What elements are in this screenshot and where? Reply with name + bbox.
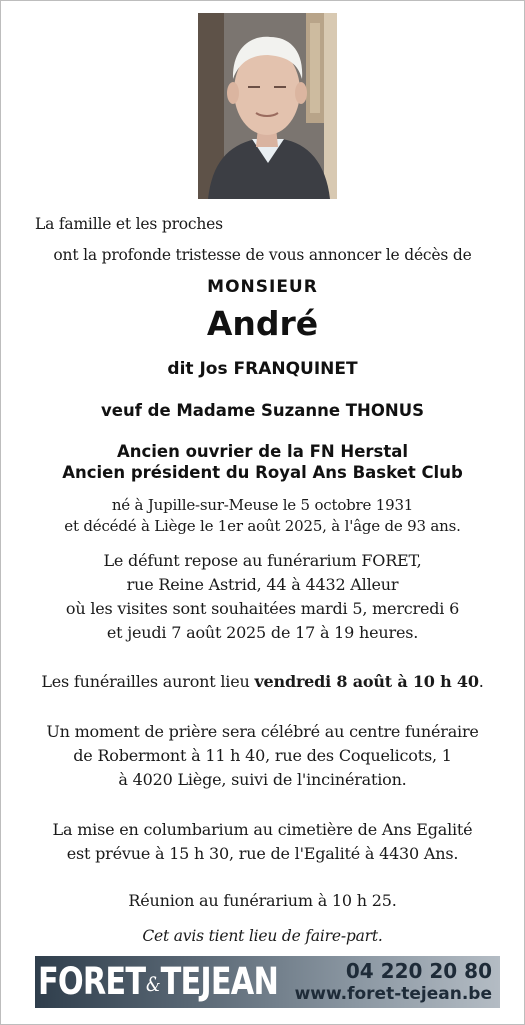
rest-line: Le défunt repose au funérarium FORET, [103, 551, 422, 570]
birth-death-block [0, 495, 525, 537]
intro-line-family: La famille et les proches [35, 215, 223, 233]
logo-ampersand: & [146, 971, 160, 996]
intro-line-announcement: ont la profonde tristesse de vous annoncer le décès de [53, 246, 472, 264]
columbarium-line: La mise en columbarium au cimetière de Ans Egalité [52, 820, 473, 839]
rest-block [0, 549, 525, 645]
columbarium-block [0, 818, 525, 866]
funeral-line [0, 671, 525, 692]
logo-foret: FORET [38, 960, 146, 1003]
reunion-line: Réunion au funérarium à 10 h 25. [128, 891, 397, 910]
portrait-photo [198, 13, 337, 199]
former-role-2: Ancien président du Royal Ans Basket Club [62, 463, 463, 482]
logo-tejean: TEJEAN [160, 960, 279, 1003]
funeral-prefix: Les funérailles auront lieu [41, 672, 255, 691]
prayer-line: à 4020 Liège, suivi de l'incinération. [118, 770, 407, 789]
prayer-line: Un moment de prière sera célébré au centre funéraire [46, 722, 479, 741]
prayer-line: de Robermont à 11 h 40, rue des Coquelicots, 1 [73, 746, 452, 765]
prayer-block [0, 720, 525, 792]
funeral-date: vendredi 8 août à 10 h 40 [254, 672, 479, 691]
rest-line: où les visites sont souhaitées mardi 5, mercredi 6 [65, 599, 460, 618]
widower-line: veuf de Madame Suzanne THONUS [101, 401, 424, 420]
funeral-home-logo [38, 960, 278, 1006]
funeral-suffix: . [478, 672, 484, 691]
banner-phone: 04 220 20 80 [345, 959, 492, 983]
deceased-alias: dit Jos FRANQUINET [167, 359, 358, 379]
faire-part-line: Cet avis tient lieu de faire-part. [142, 927, 383, 945]
rest-line: et jeudi 7 août 2025 de 17 à 19 heures. [106, 623, 419, 642]
rest-line: rue Reine Astrid, 44 à 4432 Alleur [126, 575, 399, 594]
death-line: et décédé à Liège le 1er août 2025, à l'âge de 93 ans. [64, 517, 461, 535]
birth-line: né à Jupille-sur-Meuse le 5 octobre 1931 [111, 496, 414, 514]
banner-website: www.foret-tejean.be [294, 984, 492, 1004]
columbarium-line: est prévue à 15 h 30, rue de l'Egalité à 4430 Ans. [66, 844, 459, 863]
former-role-1: Ancien ouvrier de la FN Herstal [116, 442, 409, 461]
funeral-home-banner [35, 956, 500, 1008]
honorific: MONSIEUR [207, 277, 318, 297]
deceased-first-name: André [206, 304, 319, 343]
